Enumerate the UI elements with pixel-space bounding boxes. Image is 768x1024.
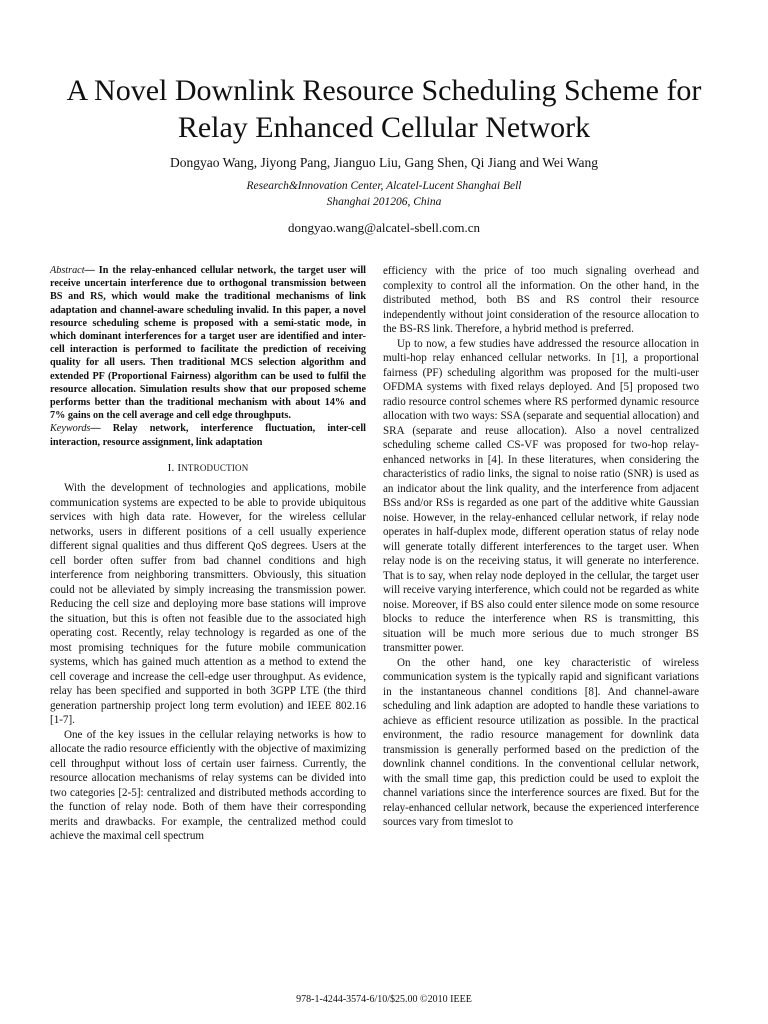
authors: Dongyao Wang, Jiyong Pang, Jianguo Liu, Gang Shen, Qi Jiang and Wei Wang [170, 155, 598, 170]
copyright-footer: 978-1-4244-3574-6/10/$25.00 ©2010 IEEE [296, 994, 472, 1005]
intro-paragraph-1: With the development of technologies and applications, mobile communication systems are expected to be able to provide ubiquitous services with high data rate. However, for the wireless cellular networks, users in different positions of a cell usually experience different signal qualities and thus different QoS degrees. Users at the cell border often suffer from bad channel conditions and high interference from neighboring transmitters. Obviously, this situation could not be alleviated by simply increasing the transmission power. Reducing the cell size and deploying more base stations will improve the situation, but this is often not feasible due to the associated high operating cost. Recently, relay technology is regarded as one of the most promising techniques for the future mobile communication systems, which has gained much attention as a method to extend the cell coverage and increase the cell-edge user throughput. As evidence, relay has been specified and supported in both 3GPP LTE (the third generation partnership project long term evolution) and IEEE 802.16 [1-7]. [50, 482, 366, 727]
keywords [50, 422, 366, 448]
left-column [50, 264, 366, 844]
abstract-text: In the relay-enhanced cellular network, the target user will receive uncertain interference due to orthogonal transmission between BS and RS, which would make the traditional mechanisms of link adaptation and channel-aware scheduling invalid. In this paper, a novel resource scheduling scheme is proposed with a semi-static mode, in which dominant interferences for a target user are identified and inter-cell interaction is performed to facilitate the prediction of receiving quality for all users. Then traditional MCS selection algorithm and extended PF (Proportional Fairness) algorithm can be used to fulfil the resource allocation. Simulation results show that our proposed scheme performs better than the traditional mechanism with about 14% and 7% gains on the cell average and cell edge throughputs. [50, 265, 366, 422]
author-email: dongyao.wang@alcatel-sbell.com.cn [287, 220, 481, 235]
section-heading-introduction [50, 461, 366, 476]
intro-paragraph-3: Up to now, a few studies have addressed the resource allocation in multi-hop relay enhanced cellular networks. In [1], a proportional fairness (PF) scheduling algorithm was proposed for the multi-user OFDMA systems with fixed relays deployed. And [5] proposed two radio resource control schemes where RS performed dynamic resource allocation with two ways: SSA (separate and sequential allocation) and SRA (separate and reuse allocation). Also a novel centralized scheduling scheme called CS-VF was proposed for two-hop relay-enhanced networks in [4]. In these literatures, when considering the characteristics of radio links, the signal to noise ratio (SNR) is used as an indicator about the link quality, and the interference from adjacent BSs and/or RSs is regarded as one part of the additive white Gaussian noise. However, in the relay-enhanced cellular network, if relay node operates in half-duplex mode, different operation status of relay node will generate totally different interferences to the target user. When relay node is on the receiving status, it will generate no interference. That is to say, when relay node deployed in the cellular, the target user will receive varying interference, which could not be regarded as white noise. Moreover, if BS also could enter silence mode on some resource blocks to reduce the interference when RS is transmitting, this situation will be much more serious due to much stronger BS transmitter power. [383, 337, 699, 654]
affiliation-line-1: Research&Innovation Center, Alcatel-Lucent Shanghai Bell [246, 180, 522, 192]
abstract-dash: — [84, 265, 99, 276]
section-first-letter: I [177, 461, 182, 474]
intro-paragraph-2: One of the key issues in the cellular relaying networks is how to allocate the radio resource efficiently with the objective of maximizing cell throughput without loss of certain user fairness. Currently, the resource allocation mechanisms of relay systems can be divided into two categories [2-5]: centralized and distributed methods according to the function of relay node. Both of them have their corresponding merits and drawbacks. For example, the centralized method could achieve the maximal cell spectrum [50, 728, 366, 843]
paper-title [40, 72, 728, 146]
section-numeral: I. [167, 461, 178, 474]
keywords-label: Keywords [50, 423, 91, 435]
affiliation-line-2: Shanghai 201206, China [326, 196, 442, 208]
keywords-dash: — [90, 423, 113, 435]
abstract [50, 264, 366, 422]
title-line-2: Relay Enhanced Cellular Network [177, 111, 591, 144]
abstract-label: Abstract [50, 265, 85, 276]
right-column [383, 264, 699, 830]
section-title-rest: NTRODUCTION [181, 462, 249, 473]
title-line-1: A Novel Downlink Resource Scheduling Scheme for [66, 74, 702, 107]
keywords-text: Relay network, interference fluctuation, inter-cell interaction, resource assignment, link adaptation [50, 423, 366, 448]
intro-paragraph-2-continued: efficiency with the price of too much signaling overhead and complexity to control all the information. On the other hand, in the distributed method, both BS and RS control their resource independently without joint consideration of the resource allocation to the BS-RS link. Therefore, a hybrid method is preferred. [383, 265, 699, 335]
intro-paragraph-4: On the other hand, one key characteristic of wireless communication system is the typically rapid and significant variations in the instantaneous channel conditions [8]. And channel-aware scheduling and link adaption are adopted to handle these variations to achieve as efficient resource utilization as possible. In the practical environment, the radio resource management for downlink data transmission is generally performed based on the prediction of the downlink channel conditions. In the conventional cellular network, with the small time gap, this prediction could be used to exploit the channel variations since the interference sources are fixed. But for the relay-enhanced cellular network, because the experienced interference sources vary from timeslot to [383, 656, 699, 828]
